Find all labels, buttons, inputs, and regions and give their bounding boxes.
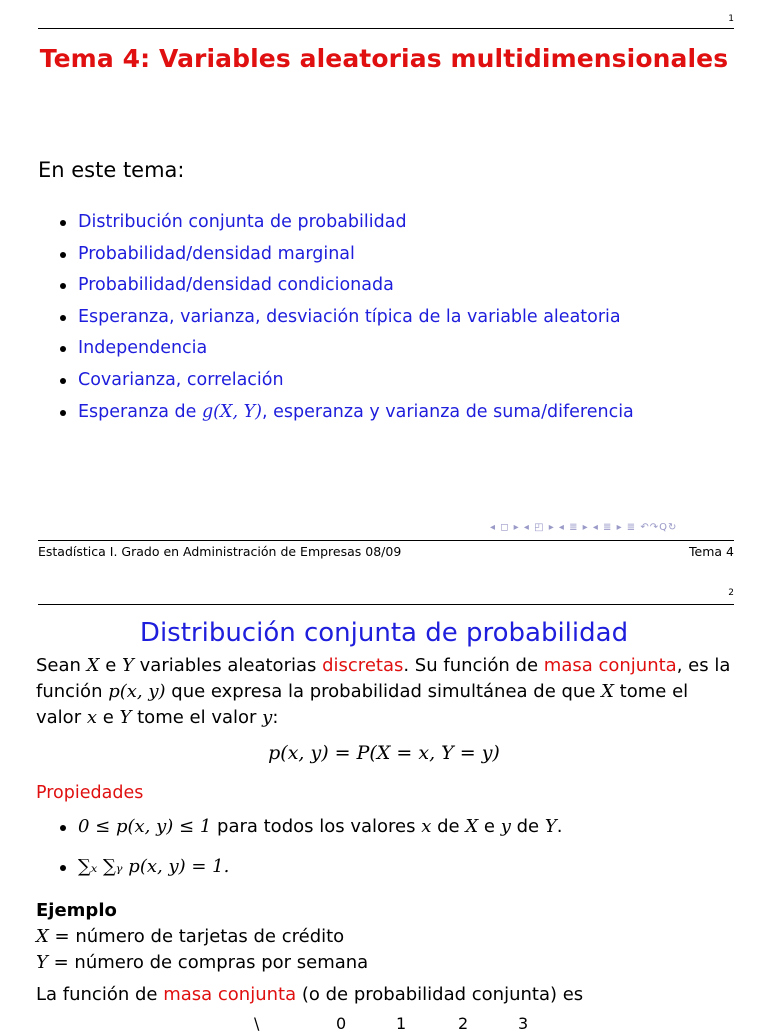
topic-item: Esperanza, varianza, desviación típica de la variable aleatoria — [58, 303, 634, 335]
topic-item: Independencia — [58, 334, 634, 366]
property-item: ∑ₓ ∑ᵧ p(x, y) = 1. — [58, 852, 562, 892]
footer-course: Estadística I. Grado en Administración de Empresas 08/09 — [38, 544, 402, 559]
definition-paragraph: Sean X e Y variables aleatorias discretas. Su función de masa conjunta, es la función p(x, y) que expresa la probabilidad simultánea de que X tome el valor x e Y tome el valor y: — [36, 655, 731, 728]
example-line-x: X = número de tarjetas de crédito — [36, 926, 345, 947]
topic-item — [58, 398, 634, 430]
topic-item: Covarianza, correlación — [58, 366, 634, 398]
example-line-y: Y = número de compras por semana — [36, 952, 369, 973]
top-rule-2 — [38, 604, 734, 605]
properties-list — [58, 812, 562, 892]
topic7-pre: Esperanza de — [78, 401, 202, 422]
topics-list — [58, 208, 634, 429]
footer-topic: Tema 4 — [689, 544, 734, 559]
topic-item: Probabilidad/densidad condicionada — [58, 271, 634, 303]
topic-item: Probabilidad/densidad marginal — [58, 240, 634, 272]
page-number-1: 1 — [728, 14, 734, 24]
properties-heading: Propiedades — [36, 783, 144, 803]
example-heading: Ejemplo — [36, 900, 117, 921]
intro-text: En este tema: — [38, 158, 185, 182]
slide-1-title: Tema 4: Variables aleatorias multidimensionales — [39, 44, 729, 73]
topic-item: Distribución conjunta de probabilidad — [58, 208, 634, 240]
joint-pmf-equation: p(x, y) = P(X = x, Y = y) — [268, 742, 500, 764]
topic7-math: g(X, Y) — [201, 401, 262, 422]
slide-2-title: Distribución conjunta de probabilidad — [139, 618, 629, 648]
topic7-post: , esperanza y varianza de suma/diferencia — [261, 401, 634, 422]
footer-rule-1 — [38, 540, 734, 541]
property-item: 0 ≤ p(x, y) ≤ 1 para todos los valores x de X e y de Y. — [58, 812, 562, 852]
example-line-joint: La función de masa conjunta (o de probabilidad conjunta) es — [36, 984, 584, 1005]
top-rule-1 — [38, 28, 734, 29]
beamer-navigation-icons[interactable]: ◂ ◻ ▸ ◂ ◰ ▸ ◂ ≣ ▸ ◂ ≣ ▸ ≣ ↶↷Q↻ — [490, 522, 678, 533]
page-number-2: 2 — [728, 588, 734, 598]
